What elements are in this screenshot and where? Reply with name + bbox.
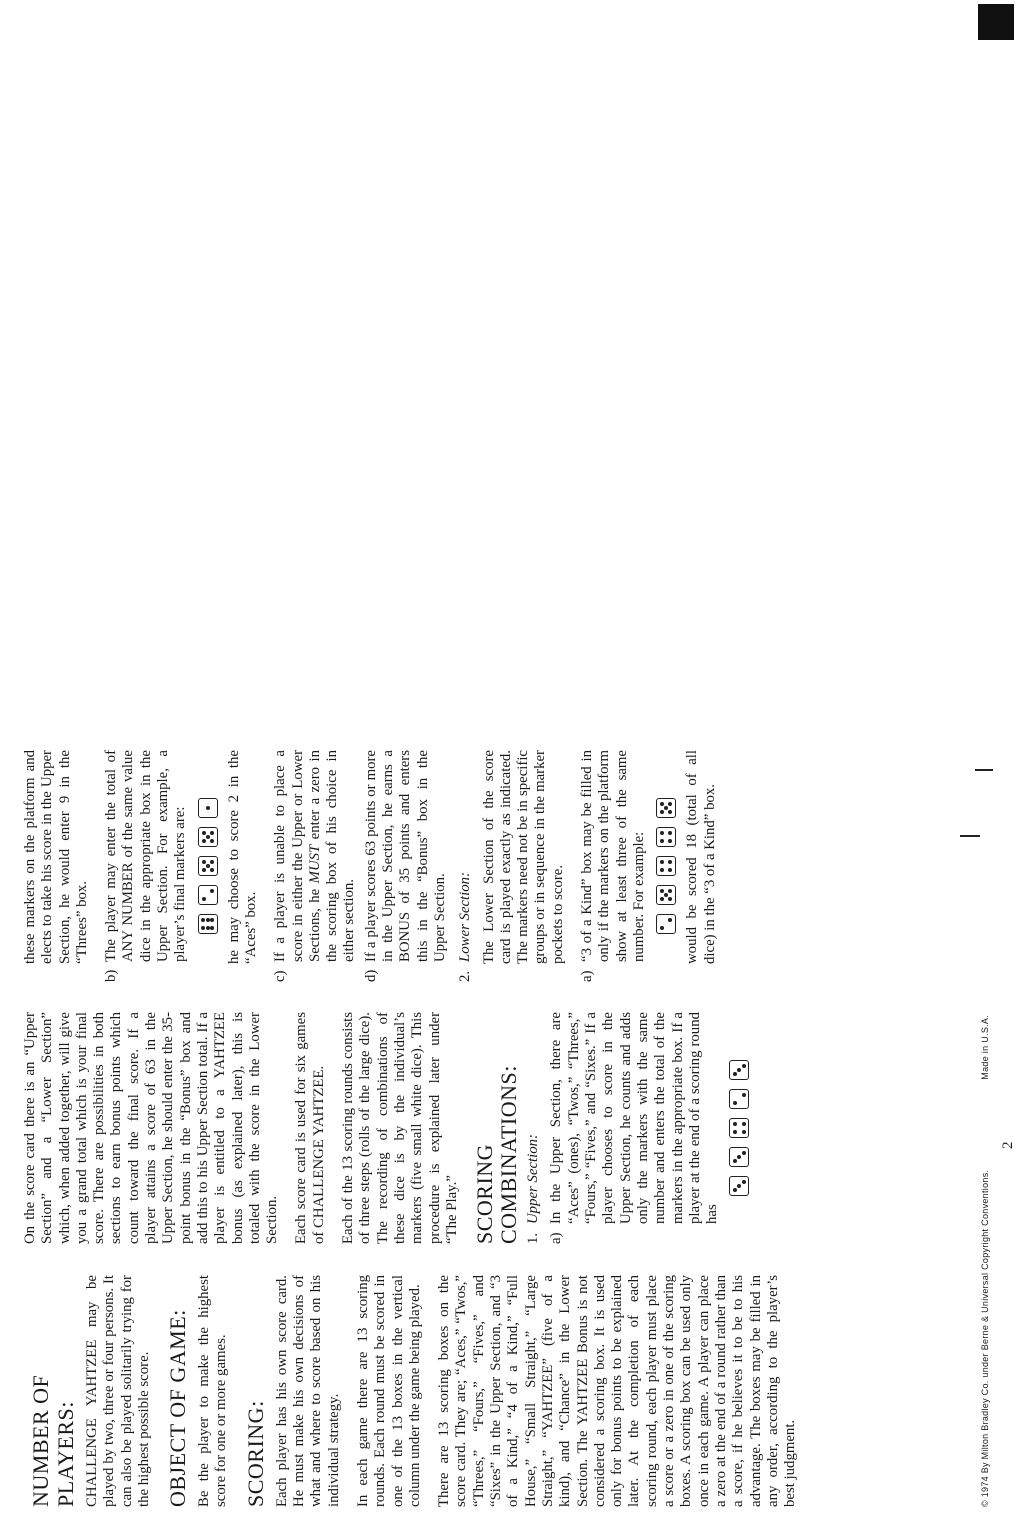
rule-text: In the Upper Section, there are “Aces” (ones), “Twos,” “Threes,” “Fours,” “Fives,” and “Sixes.” If a player chooses to score in the Upper Section, he counts and adds only the markers with the same number and enters the total of the markers in the appropriate box. If a player at the end of a scoring round has [548,1012,721,1224]
heading-line-2: COMBINATIONS: [496,1065,522,1244]
paragraph-three-steps: Each of the 13 scoring rounds consists of three steps (rolls of the large dice). The recording of combinations of these dice is by the individual’s markers (five small white dice). This procedure is explained later under “The Play.” [340,1012,460,1244]
subheading-upper-section: Upper Section: [525,1134,542,1224]
die-pip [202,839,206,843]
paragraph-sections: On the score card there is an “Upper Section” and a “Lower Section” which, when added together, will give you a grand total which is your final score. There are possibilities in both sections to earn bonus points which count toward the final score. If a player attains a score of 63 in the Upper Section, he should enter the 35-point bonus in the “Bonus” box and add this to his Upper Section total. If a player is entitled to a YAHTZEE bonus (as explained later), this is totaled with the score in the Lower Section. [22,1012,281,1244]
die-pip [668,810,672,814]
die-pip [210,868,214,872]
die-pip [660,889,664,893]
die-face-4 [729,1118,749,1138]
die-pip [668,918,672,922]
rule-text: If a player scores 63 points or more in the Upper Section, he earns a BONUS of 35 points and enters this in the “Bonus” box in the Upper Section. [362,750,448,962]
page-3 [0,0,1021,763]
die-pip [660,810,664,814]
die-pip [206,926,210,930]
die-pip [733,1122,737,1126]
fold-mark [960,835,980,837]
die-face-3 [729,1147,749,1167]
die-face-3 [729,1060,749,1080]
die-pip [660,868,664,872]
die-pip [668,802,672,806]
rule-upper-a [548,1012,721,1244]
fold-mark [975,769,993,771]
die-pip [742,1122,746,1126]
copyright-text: © 1974 By Milton Bradley Co. under Berne & Universal Copyright Conventions. [980,1169,990,1507]
rule-text: “3 of a Kind” box may be filled in only if the markers on the platform show at least three of the same number. For example: [579,750,647,962]
die-pip [210,926,214,930]
die-pip [737,1155,741,1159]
die-pip [660,897,664,901]
copyright-footer [980,1015,990,1507]
die-pip [210,918,214,922]
rule-label: d) [362,969,379,982]
rule-upper-b [103,750,189,982]
die-pip [201,926,205,930]
die-pip [733,1072,737,1076]
die-pip [668,831,672,835]
die-face-5 [198,856,218,876]
die-pip [733,1130,737,1134]
page-2 [0,750,1021,1527]
subheading-lower-section: Lower Section: [457,871,474,962]
die-pip [660,926,664,930]
die-pip [660,831,664,835]
die-pip [668,839,672,843]
die-pip [210,889,214,893]
dice-example-upper-b [198,750,218,982]
die-face-4 [656,856,676,876]
die-pip [206,864,210,868]
die-pip [210,860,214,864]
paragraph-six-games: Each score card is used for six games of CHALLENGE YAHTZEE. [293,1012,327,1244]
paragraph-object: Be the player to make the highest score for one or more games. [196,1275,230,1507]
die-pip [742,1151,746,1155]
rule-label: a) [579,970,596,982]
heading-number-of-players: NUMBER OF PLAYERS: [28,1374,78,1507]
die-pip [668,868,672,872]
list-item-upper-section [525,1012,544,1244]
die-pip [733,1159,737,1163]
die-face-1 [198,798,218,818]
die-pip [201,918,205,922]
die-pip [664,893,668,897]
die-pip [206,806,210,810]
die-face-6 [198,914,218,934]
die-pip [668,889,672,893]
die-pip [737,1184,741,1188]
die-pip [742,1180,746,1184]
heading-line-1: SCORING [472,1143,498,1244]
dice-example-upper-a [729,1012,749,1244]
die-pip [660,802,664,806]
die-pip [737,1068,741,1072]
die-pip [742,1130,746,1134]
die-pip [202,897,206,901]
rule-label: c) [272,970,289,982]
rule-text: The player may enter the total of ANY NUMBER of the same value dice in the appropriate box in the Upper Section. For example, a player’s final markers are: [103,750,189,962]
die-face-5 [656,798,676,818]
die-pip [660,860,664,864]
paragraph-scoring-rounds: In each game there are 13 scoring rounds. Each round must be scored in one of the 13 boxes in the vertical column under the game being played. [354,1275,423,1507]
die-pip [202,860,206,864]
registration-tab [978,4,1014,40]
column-3 [22,750,731,982]
heading-scoring-combinations [473,1012,521,1244]
page-number: 2 [1000,1141,1016,1149]
list-number: 1. [525,1232,542,1244]
list-number: 2. [457,970,474,982]
list-item-lower-section [457,750,476,982]
rule-label: b) [103,969,120,982]
die-pip [742,1064,746,1068]
die-face-5 [198,827,218,847]
die-pip [210,839,214,843]
die-pip [206,918,210,922]
heading-scoring: SCORING: [242,1400,268,1507]
column-1 [22,1275,811,1507]
paragraph-lower-section: The Lower Section of the score card is played exactly as indicated. The markers need not be in specific groups or in sequence in the marker pockets to score. [480,750,566,964]
rule-upper-c [272,750,358,982]
dice-example-lower-a [656,750,676,982]
made-in-text: Made in U.S.A. [980,1014,990,1080]
rule-text [272,750,358,962]
die-face-2 [729,1089,749,1109]
die-pip [733,1188,737,1192]
die-pip [202,868,206,872]
column-2 [22,1012,757,1244]
die-pip [660,839,664,843]
heading-object-of-game: OBJECT OF GAME: [165,1309,191,1507]
paragraph-players: CHALLENGE YAHTZEE may be played by two, three or four persons. It can also be played solitarily trying for the highest possible score. [84,1275,152,1507]
die-face-2 [656,914,676,934]
rule-text-part: If a player is unable to place a score in either the Upper or Lower Sections, he [272,750,323,962]
paragraph-scoring-boxes: There are 13 scoring boxes on the score card. They are; “Aces,” “Twos,” “Threes,” “Fours,” “Fives,” and “Sixes” in the Upper Section, and “3 of a Kind,” “4 of a Kind,” “Full House,” “Small Straight,” “Large Straight,” “YAHTZEE” (five of a kind), and “Chance” in the Lower Section. The YAHTZEE Bonus is not considered a scoring box. It is used only for bonus points to be explained later. At the completion of each scoring round, each player must place a score or a zero in one of the scoring boxes. A scoring box can be used only once in each game. A player can place a zero at the end of a round rather than a score, if he believes it to be to his advantage. The boxes may be filled in any order, according to the player’s best judgment. [436,1275,799,1507]
rule-lower-a [579,750,648,982]
die-pip [733,1101,737,1105]
emphasis-must: MUST [306,844,323,884]
die-pip [206,835,210,839]
die-face-2 [198,885,218,905]
die-pip [202,831,206,835]
die-pip [742,1093,746,1097]
paragraph-score-card: Each player has his own score card. He must make his own decisions of what and where to score based on his individual strategy. [273,1275,342,1507]
rule-label: a) [548,1232,565,1244]
die-face-3 [729,1176,749,1196]
die-face-4 [656,827,676,847]
rule-upper-d [363,750,449,982]
die-pip [668,860,672,864]
die-pip [210,831,214,835]
die-face-5 [656,885,676,905]
paragraph-aces-example: he may choose to score 2 in the “Aces” box. [225,750,259,964]
die-pip [668,897,672,901]
paragraph-three-kind-score: would be scored 18 (total of all dice) in the “3 of a Kind” box. [684,750,718,964]
rule-text-part: enter a zero in the scoring box of his choice in either section. [306,750,358,962]
paragraph-threes-example: these markers on the platform and elects to take his score in the Upper Section, he would enter 9 in the “Threes” box. [22,750,90,964]
die-pip [664,806,668,810]
